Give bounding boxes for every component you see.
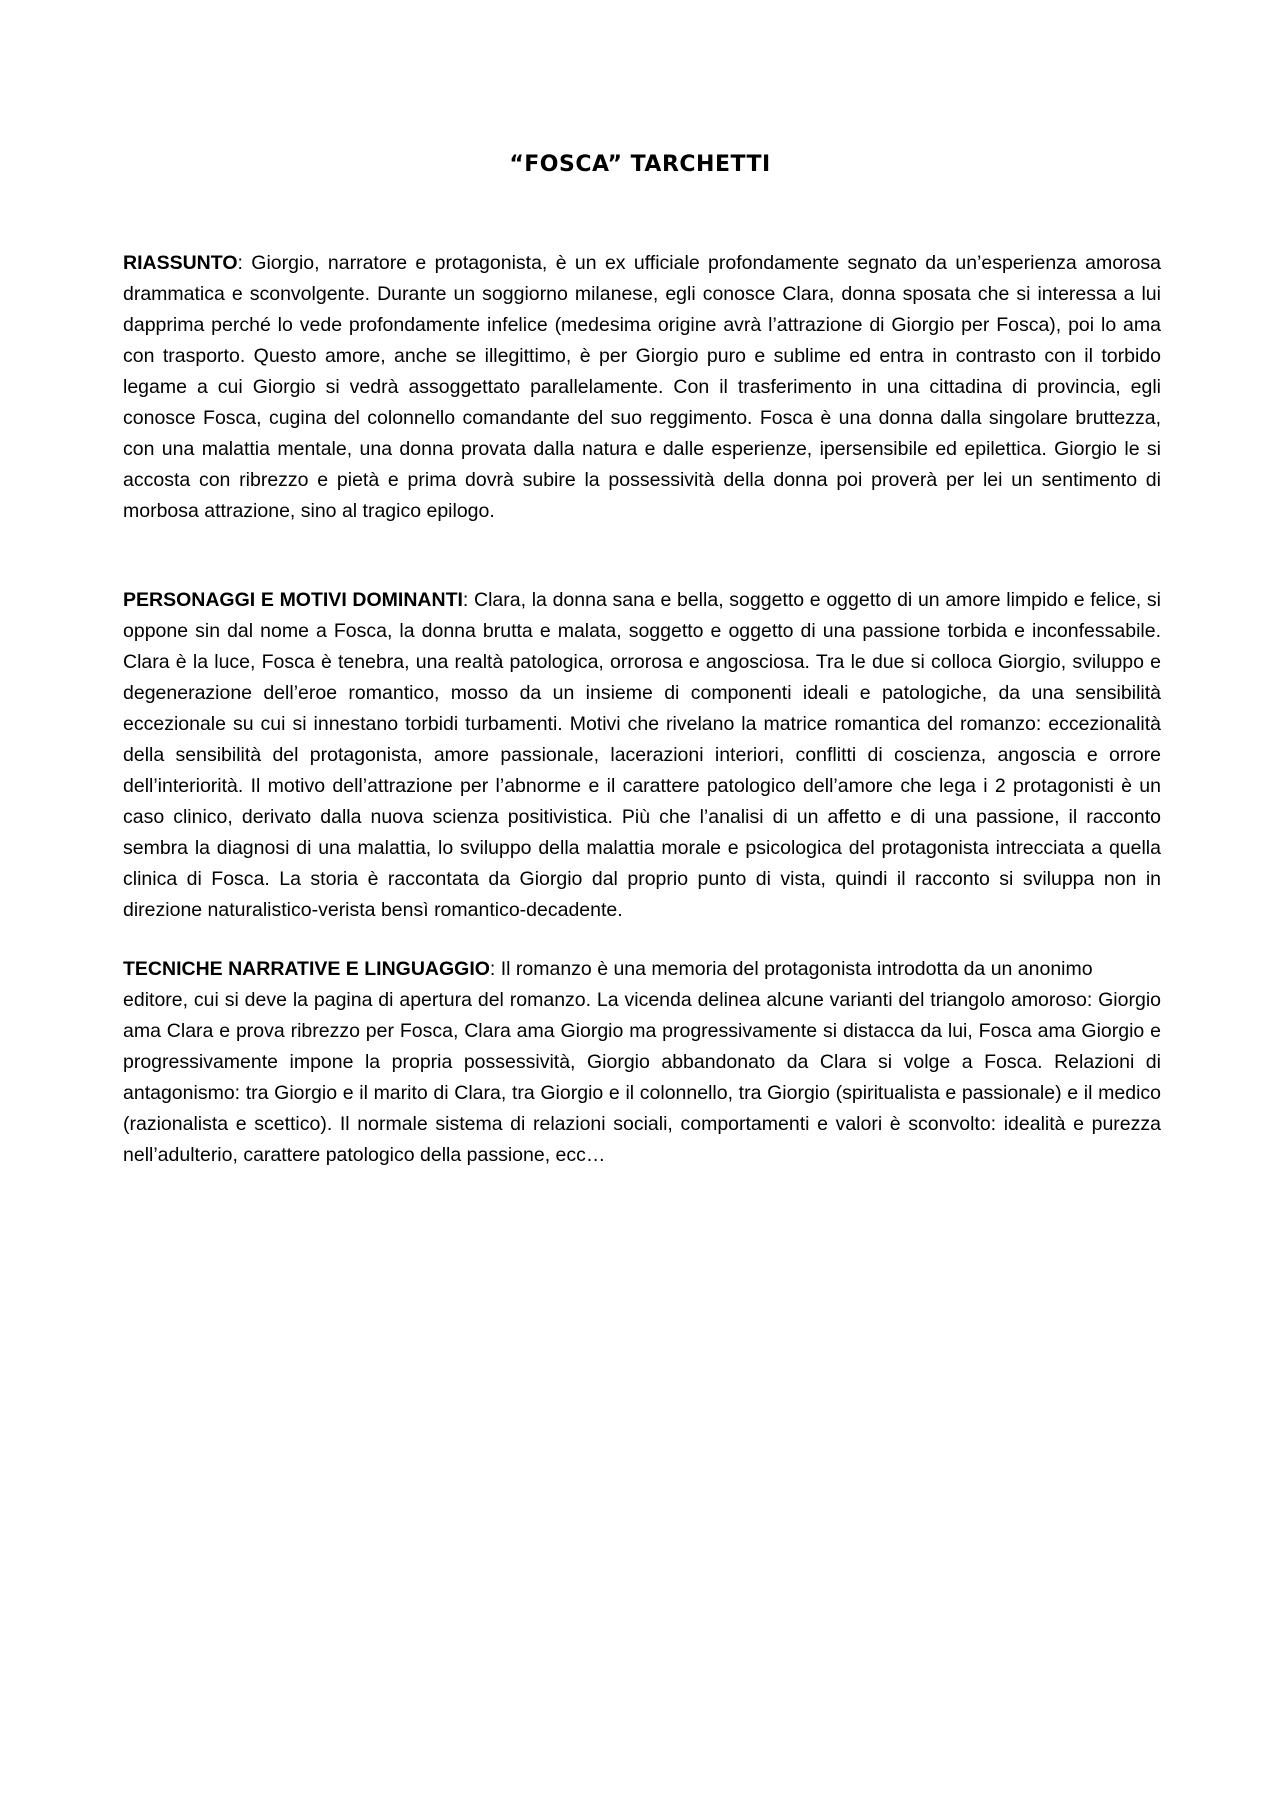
section-separator: :: [237, 252, 243, 274]
section-riassunto: [123, 248, 1161, 527]
section-separator: :: [462, 589, 469, 611]
section-body-tecniche-first: Il romanzo è una memoria del protagonista introdotta da un anonimo: [495, 958, 1093, 980]
section-body-personaggi: Clara, la donna sana e bella, soggetto e oggetto di un amore limpido e felice, si oppone sin dal nome a Fosca, la donna brutta e malata, soggetto e oggetto di una passione torbida e inconfessabile. Clara è la luce, Fosca è tenebra, una realtà patologica, orrorosa e angosciosa. Tra le due si colloca Giorgio, sviluppo e degenerazione dell’eroe romantico, mosso da un insieme di componenti ideali e patologiche, da una sensibilità eccezionale su cui si innestano torbidi turbamenti. Motivi che rivelano la matrice romantica del romanzo: eccezionalità della sensibilità del protagonista, amore passionale, lacerazioni interiori, conflitti di coscienza, angoscia e orrore dell’interiorità. Il motivo dell’attrazione per l’abnorme e il carattere patologico dell’amore che lega i 2 protagonisti è un caso clinico, derivato dalla nuova scienza positivistica. Più che l’analisi di un affetto e di una passione, il racconto sembra la diagnosi di una malattia, lo sviluppo della malattia morale e psicologica del protagonista intrecciata a quella clinica di Fosca. La storia è raccontata da Giorgio dal proprio punto di vista, quindi il racconto si sviluppa non in direzione naturalistico-verista bensì romantico-decadente.: [123, 589, 1161, 921]
section-heading-riassunto: RIASSUNTO: [123, 252, 238, 274]
section-heading-tecniche: TECNICHE NARRATIVE E LINGUAGGIO: [123, 958, 490, 980]
section-body-riassunto: Giorgio, narratore e protagonista, è un ex ufficiale profondamente segnato da un’esperienza amorosa drammatica e sconvolgente. Durante un soggiorno milanese, egli conosce Clara, donna sposata che si interessa a lui dapprima perché lo vede profondamente infelice (medesima origine avrà l’attrazione di Giorgio per Fosca), poi lo ama con trasporto. Questo amore, anche se illegittimo, è per Giorgio puro e sublime ed entra in contrasto con il torbido legame a cui Giorgio si vedrà assoggettato parallelamente. Con il trasferimento in una cittadina di provincia, egli conosce Fosca, cugina del colonnello comandante del suo reggimento. Fosca è una donna dalla singolare bruttezza, con una malattia mentale, una donna provata dalla natura e dalle esperienze, ipersensibile ed epilettica. Giorgio le si accosta con ribrezzo e pietà e prima dovrà subire la possessività della donna poi proverà per lei un sentimento di morbosa attrazione, sino al tragico epilogo.: [123, 252, 1161, 522]
section-personaggi: [123, 585, 1161, 926]
section-body-tecniche-rest: editore, cui si deve la pagina di apertura del romanzo. La vicenda delinea alcune varianti del triangolo amoroso: Giorgio ama Clara e prova ribrezzo per Fosca, Clara ama Giorgio ma progressivamente si distacca da lui, Fosca ama Giorgio e progressivamente impone la propria possessività, Giorgio abbandonato da Clara si volge a Fosca. Relazioni di antagonismo: tra Giorgio e il marito di Clara, tra Giorgio e il colonnello, tra Giorgio (spiritualista e passionale) e il medico (razionalista e scettico). Il normale sistema di relazioni sociali, comportamenti e valori è sconvolto: idealità e purezza nell’adulterio, carattere patologico della passione, ecc…: [123, 989, 1161, 1166]
section-tecniche-first-paragraph-line: [123, 954, 1161, 985]
document-body: [123, 248, 1161, 1171]
section-separator: :: [489, 958, 496, 980]
section-heading-personaggi: PERSONAGGI E MOTIVI DOMINANTI: [123, 589, 463, 611]
document-title: “FOSCA” TARCHETTI: [509, 152, 771, 177]
section-tecniche: [123, 954, 1161, 1171]
